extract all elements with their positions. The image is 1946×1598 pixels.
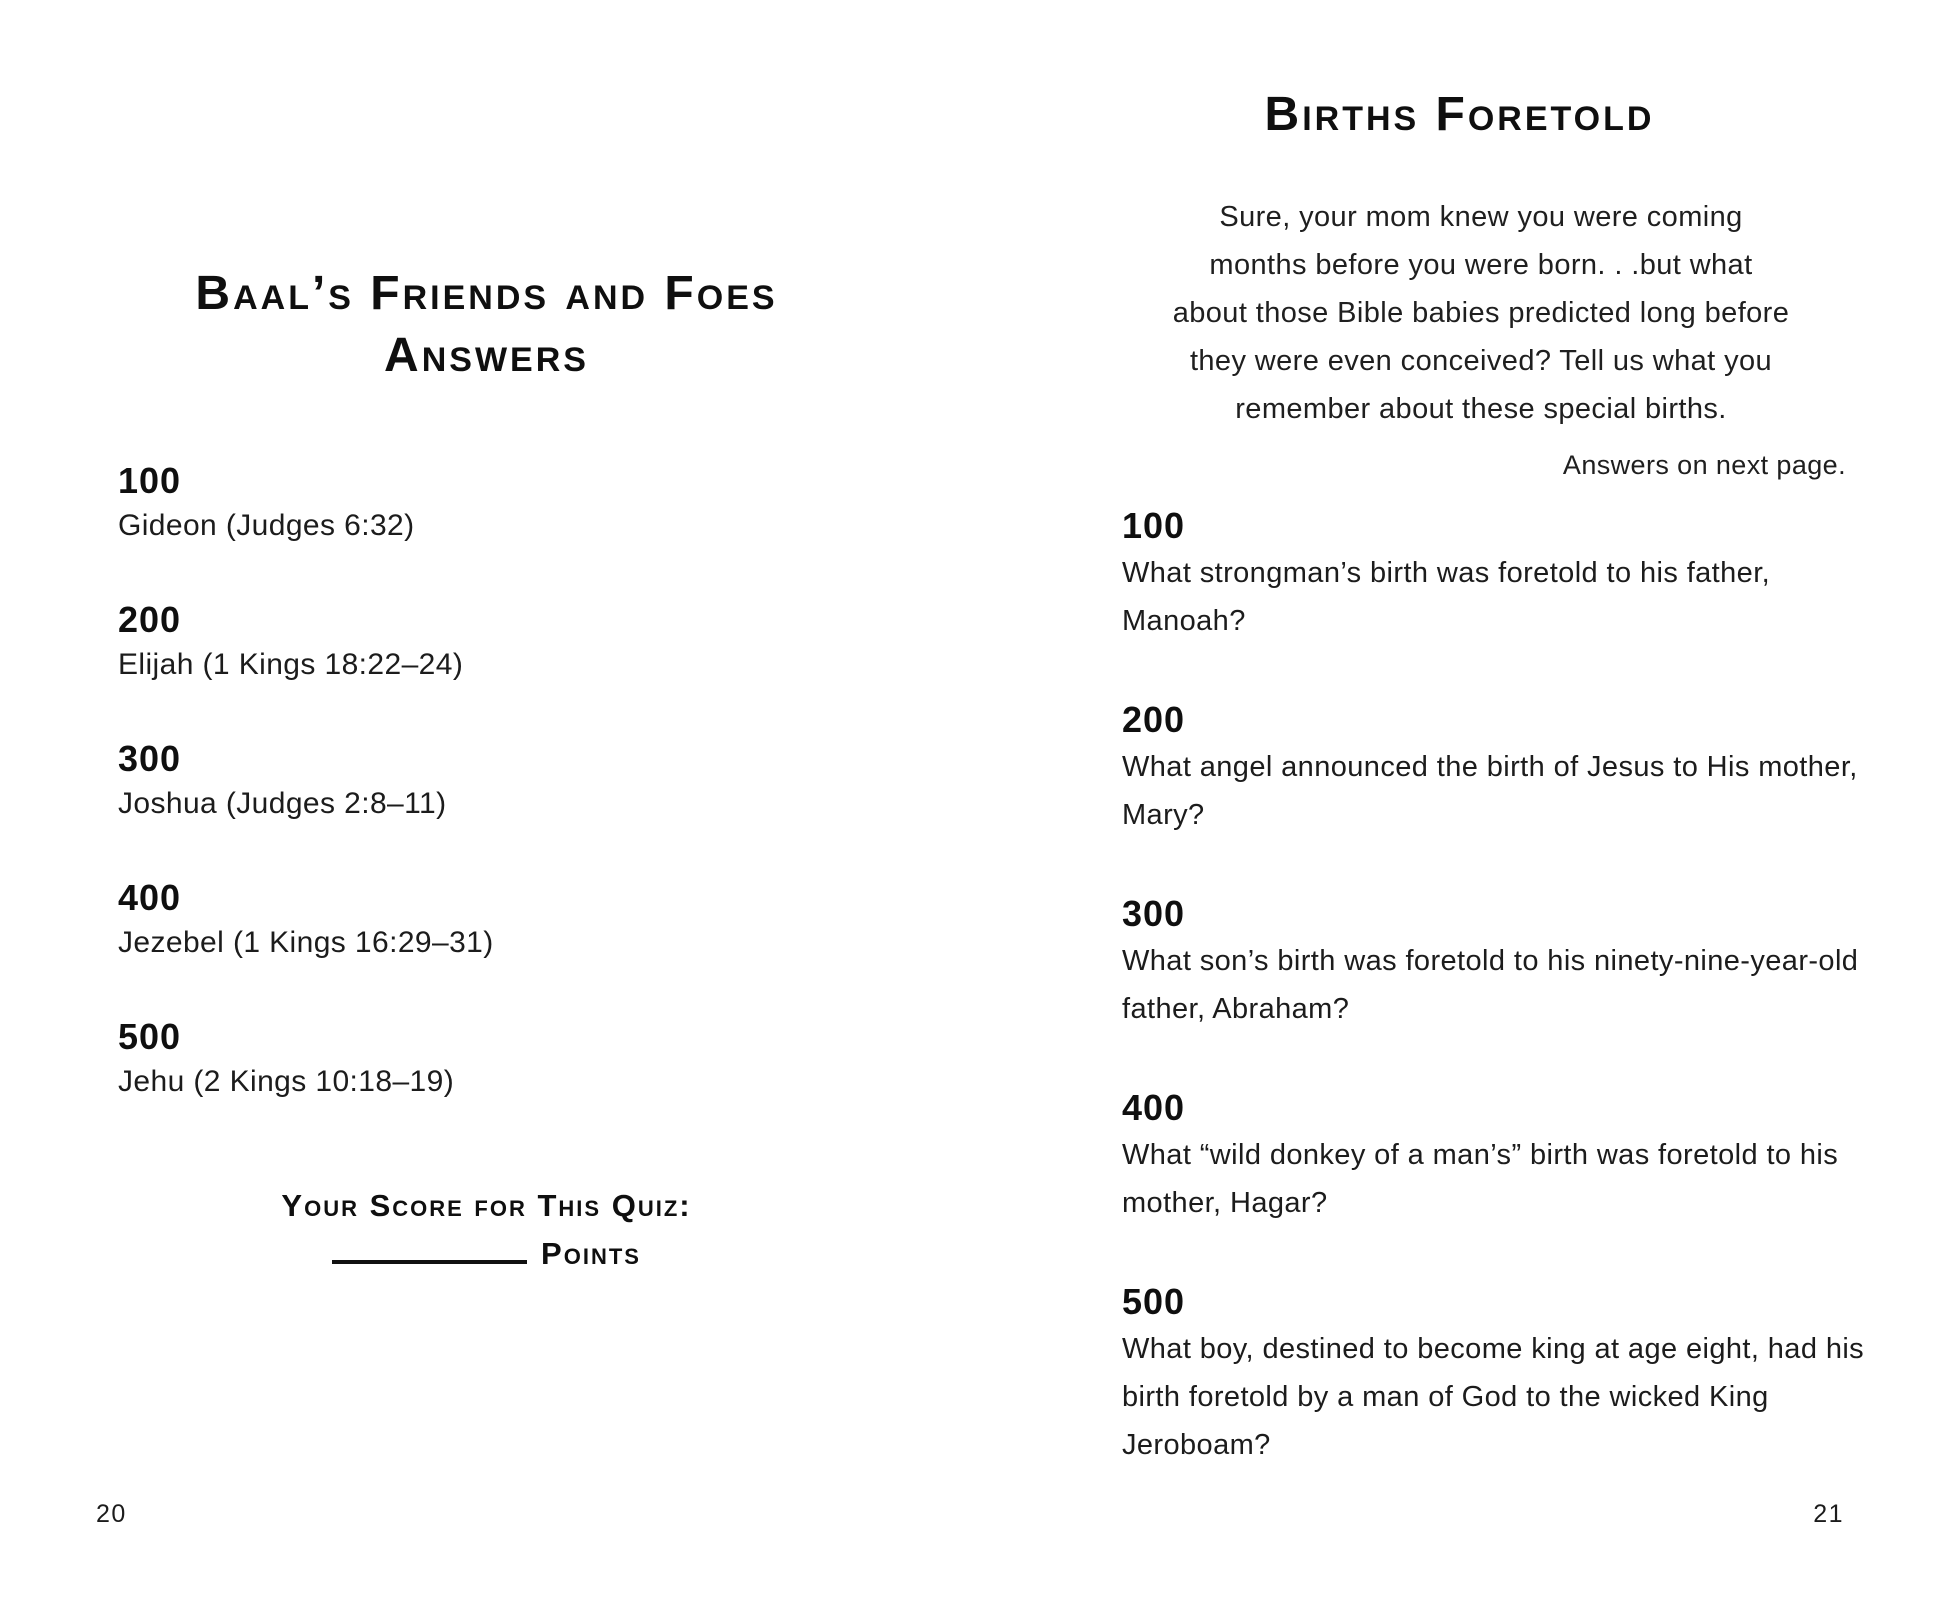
answer-points: 300 [118, 738, 182, 779]
question-text: What “wild donkey of a man’s” birth was foretold to his mother, Hagar? [1122, 1139, 1839, 1219]
answer-text: Jezebel (1 Kings 16:29–31) [118, 926, 494, 959]
answer-item [118, 736, 863, 826]
question-points: 500 [1122, 1281, 1186, 1322]
question-points: 100 [1122, 505, 1186, 546]
left-title-line1: Baal’s Friends and Foes [195, 267, 778, 320]
answer-item [118, 875, 863, 965]
answer-item [118, 597, 863, 687]
questions-list [1122, 503, 1867, 1521]
answer-item [118, 458, 863, 548]
page-number-right: 21 [1813, 1500, 1844, 1528]
right-page [973, 0, 1946, 1598]
quiz-intro [1116, 193, 1846, 433]
answers-note: Answers on next page. [1562, 450, 1846, 480]
left-page-title [0, 263, 973, 387]
question-item [1122, 891, 1867, 1033]
answer-points: 200 [118, 599, 182, 640]
intro-line: about those Bible babies predicted long before [1172, 297, 1790, 329]
answer-text: Jehu (2 Kings 10:18–19) [118, 1065, 455, 1098]
question-text: What strongman’s birth was foretold to his father, Manoah? [1122, 557, 1771, 637]
answer-text: Elijah (1 Kings 18:22–24) [118, 648, 464, 681]
score-blank-line [332, 1230, 527, 1264]
intro-line: they were even conceived? Tell us what you [1189, 345, 1773, 377]
page-number-left: 20 [96, 1500, 127, 1528]
score-label: Your Score for This Quiz: [281, 1188, 692, 1223]
answer-points: 100 [118, 460, 182, 501]
question-points: 200 [1122, 699, 1186, 740]
score-entry-line [0, 1230, 973, 1278]
right-page-title: Births Foretold [1264, 88, 1655, 141]
intro-line: Sure, your mom knew you were coming [1219, 201, 1743, 233]
score-block [0, 1182, 973, 1278]
answers-list [118, 458, 863, 1153]
question-text: What son’s birth was foretold to his ninety-nine-year-old father, Abraham? [1122, 945, 1859, 1025]
score-points-label: Points [541, 1236, 641, 1271]
question-item [1122, 1085, 1867, 1227]
question-text: What boy, destined to become king at age eight, had his birth foretold by a man of God to the wicked King Jeroboam? [1122, 1333, 1865, 1461]
question-text: What angel announced the birth of Jesus to His mother, Mary? [1122, 751, 1858, 831]
question-item [1122, 1279, 1867, 1469]
question-points: 300 [1122, 893, 1186, 934]
intro-line: months before you were born. . .but what [1209, 249, 1753, 281]
answer-points: 400 [118, 877, 182, 918]
answer-text: Gideon (Judges 6:32) [118, 509, 415, 542]
answer-item [118, 1014, 863, 1104]
question-item [1122, 503, 1867, 645]
answer-points: 500 [118, 1016, 182, 1057]
intro-line: remember about these special births. [1235, 393, 1727, 425]
left-title-line2: Answers [384, 329, 589, 382]
answer-text: Joshua (Judges 2:8–11) [118, 787, 447, 820]
question-item [1122, 697, 1867, 839]
question-points: 400 [1122, 1087, 1186, 1128]
